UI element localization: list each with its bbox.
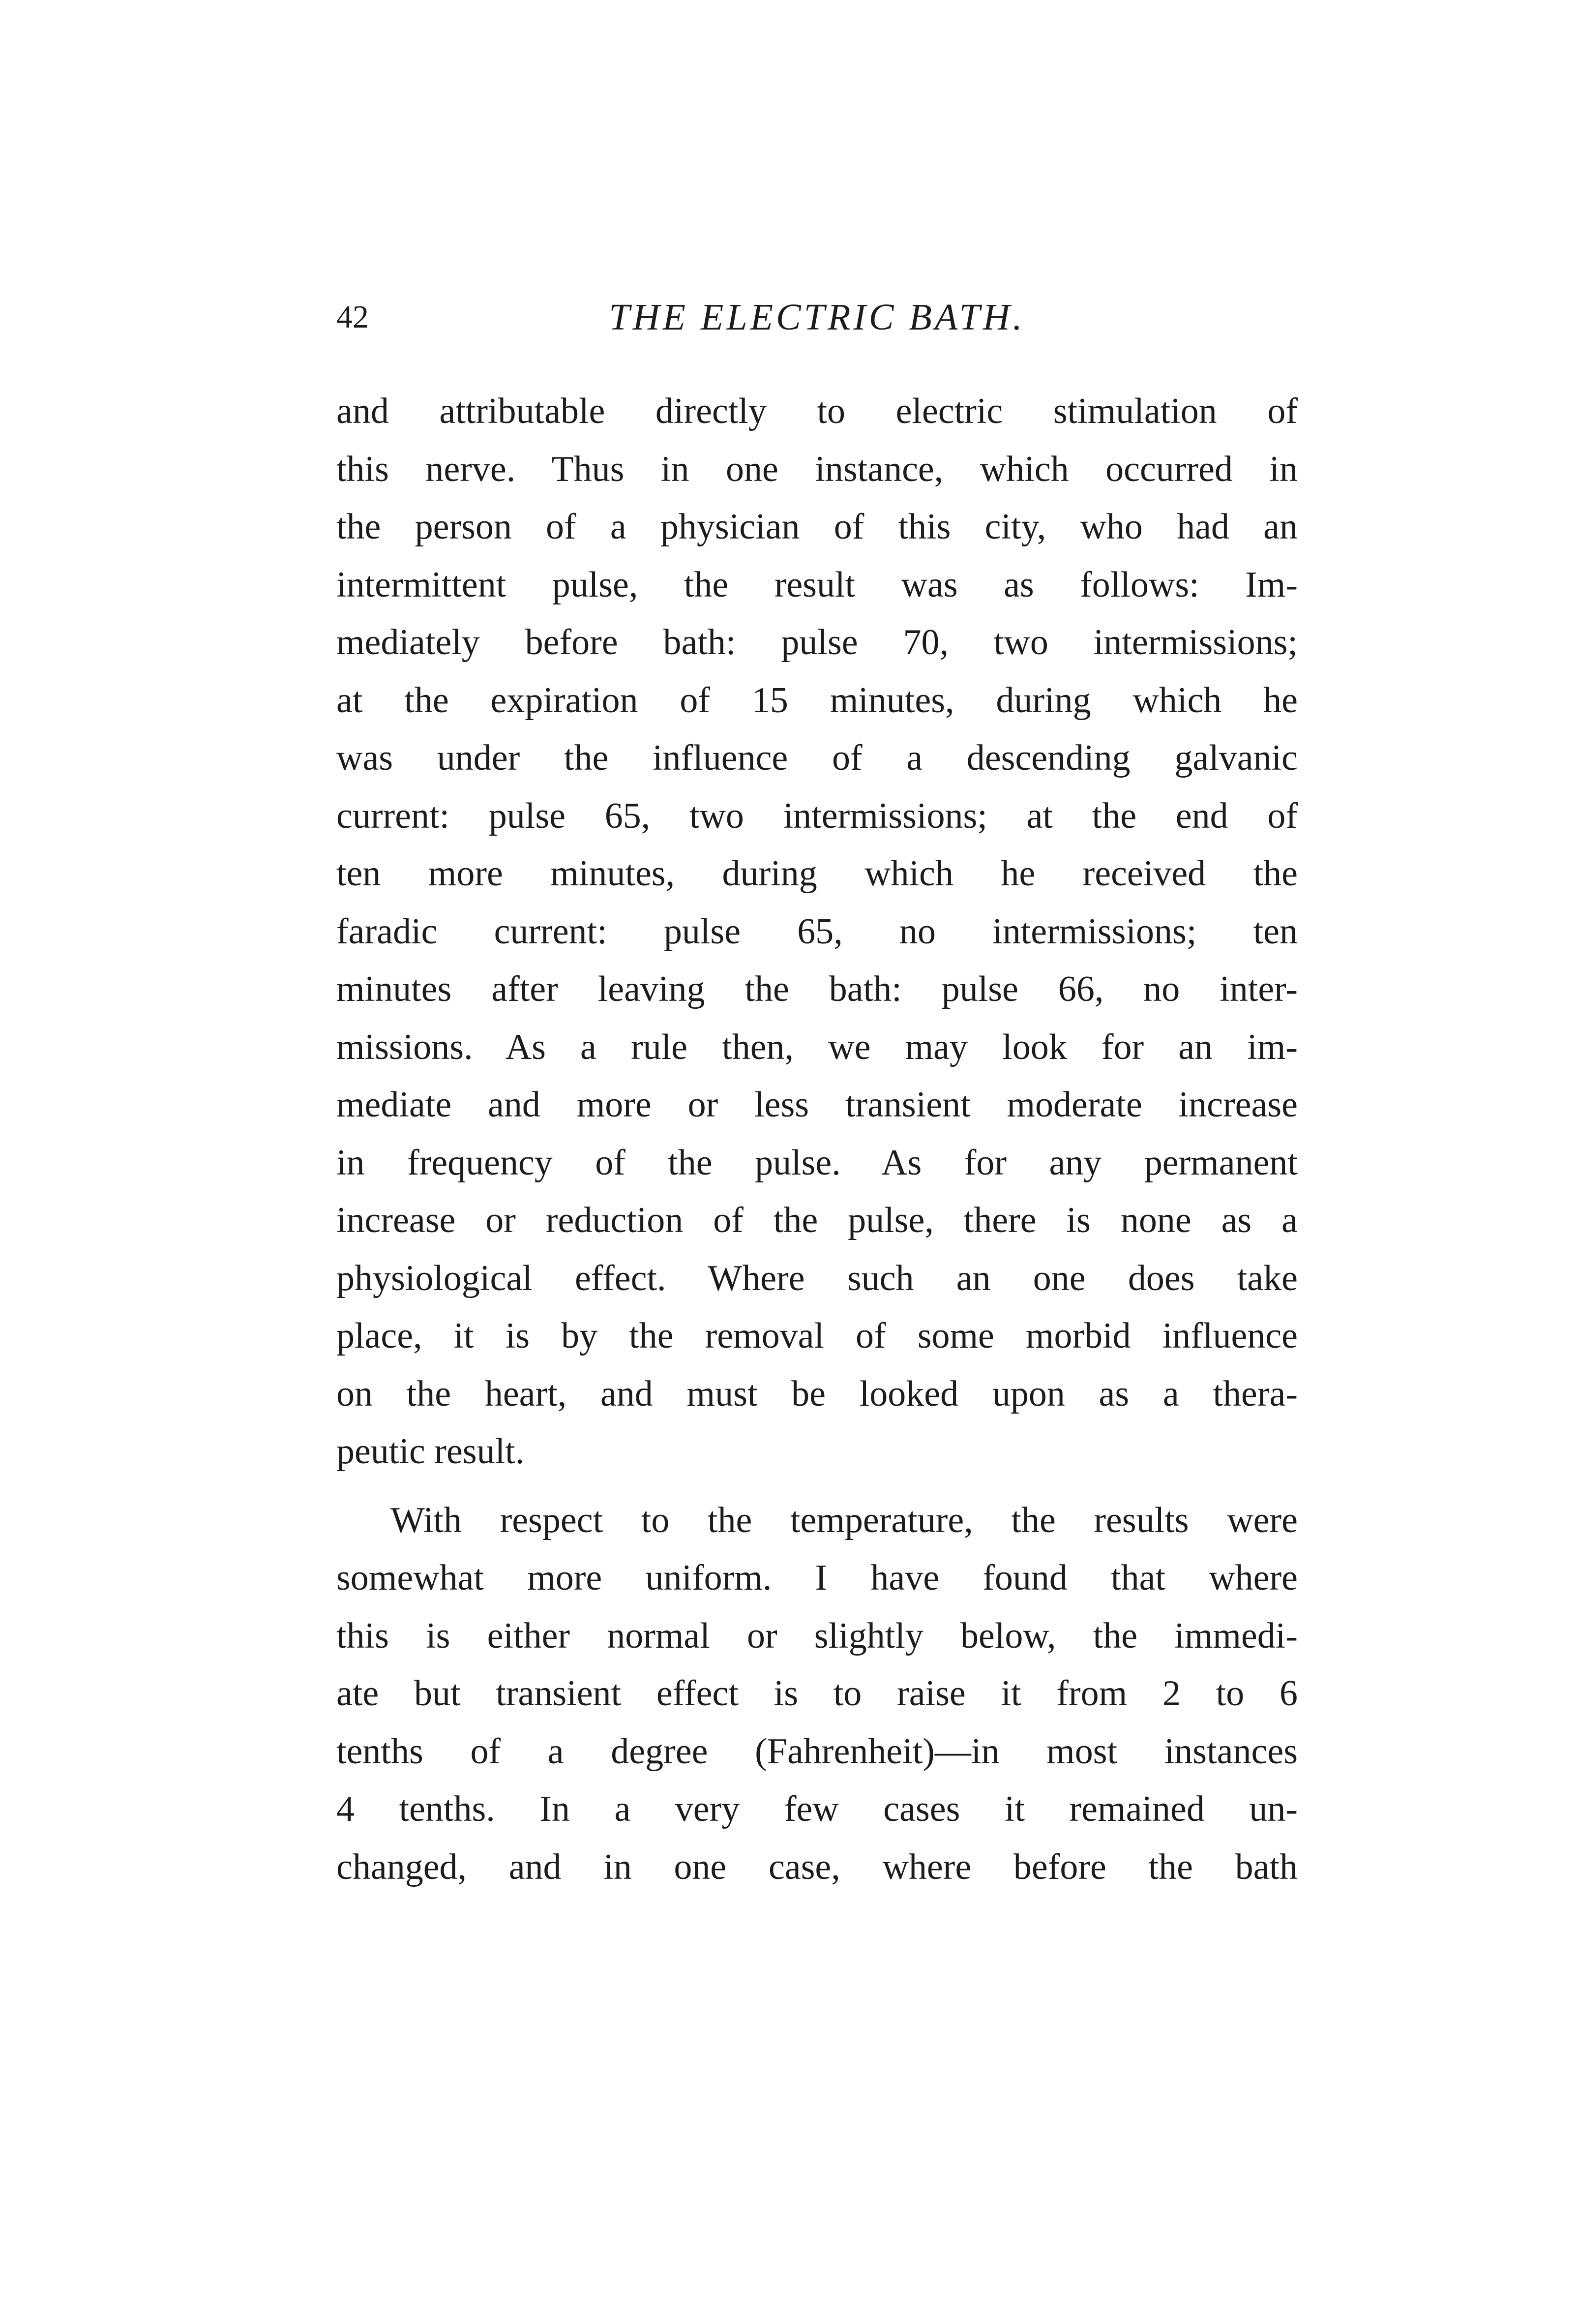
text-line: at the expiration of 15 minutes, during which he — [336, 680, 1298, 721]
paragraph-gap — [336, 1481, 1298, 1492]
page-number: 42 — [336, 299, 369, 335]
text-line: ten more minutes, during which he received the — [336, 853, 1298, 894]
text-line: in frequency of the pulse. As for any permanent — [336, 1142, 1298, 1183]
text-line: faradic current: pulse 65, no intermissions; ten — [336, 911, 1298, 952]
body-text — [336, 383, 1298, 1896]
text-line: mediately before bath: pulse 70, two intermissions; — [336, 622, 1298, 663]
text-line: changed, and in one case, where before the bath — [336, 1846, 1298, 1887]
text-line: on the heart, and must be looked upon as a thera- — [336, 1373, 1298, 1414]
text-line: intermittent pulse, the result was as follows: Im- — [336, 564, 1298, 605]
text-line: ate but transient effect is to raise it from 2 to 6 — [336, 1673, 1298, 1714]
text-line: this nerve. Thus in one instance, which occurred in — [336, 449, 1298, 489]
text-line: peutic result. — [336, 1431, 525, 1472]
text-line: 4 tenths. In a very few cases it remained un- — [336, 1789, 1298, 1829]
text-line: this is either normal or slightly below, the immedi- — [336, 1615, 1298, 1656]
text-line: With respect to the temperature, the results were — [390, 1500, 1298, 1540]
text-line: missions. As a rule then, we may look for an im- — [336, 1026, 1298, 1067]
text-line: and attributable directly to electric stimulation of — [336, 391, 1298, 431]
text-line: increase or reduction of the pulse, there is none as a — [336, 1200, 1298, 1240]
text-line: was under the influence of a descending galvanic — [336, 738, 1298, 778]
text-line: minutes after leaving the bath: pulse 66, no inter- — [336, 969, 1298, 1009]
running-title: THE ELECTRIC BATH. — [609, 297, 1025, 338]
paragraph — [336, 1492, 1298, 1897]
paragraph — [336, 383, 1298, 1481]
text-line: current: pulse 65, two intermissions; at the end of — [336, 795, 1298, 836]
text-line: physiological effect. Where such an one does take — [336, 1258, 1298, 1298]
text-line: the person of a physician of this city, who had an — [336, 507, 1298, 547]
text-line: tenths of a degree (Fahrenheit)—in most instances — [336, 1731, 1298, 1772]
text-line: mediate and more or less transient moderate increase — [336, 1085, 1298, 1125]
running-head — [336, 290, 1298, 344]
text-line: somewhat more uniform. I have found that where — [336, 1558, 1298, 1598]
text-line: place, it is by the removal of some morbid influence — [336, 1316, 1298, 1356]
